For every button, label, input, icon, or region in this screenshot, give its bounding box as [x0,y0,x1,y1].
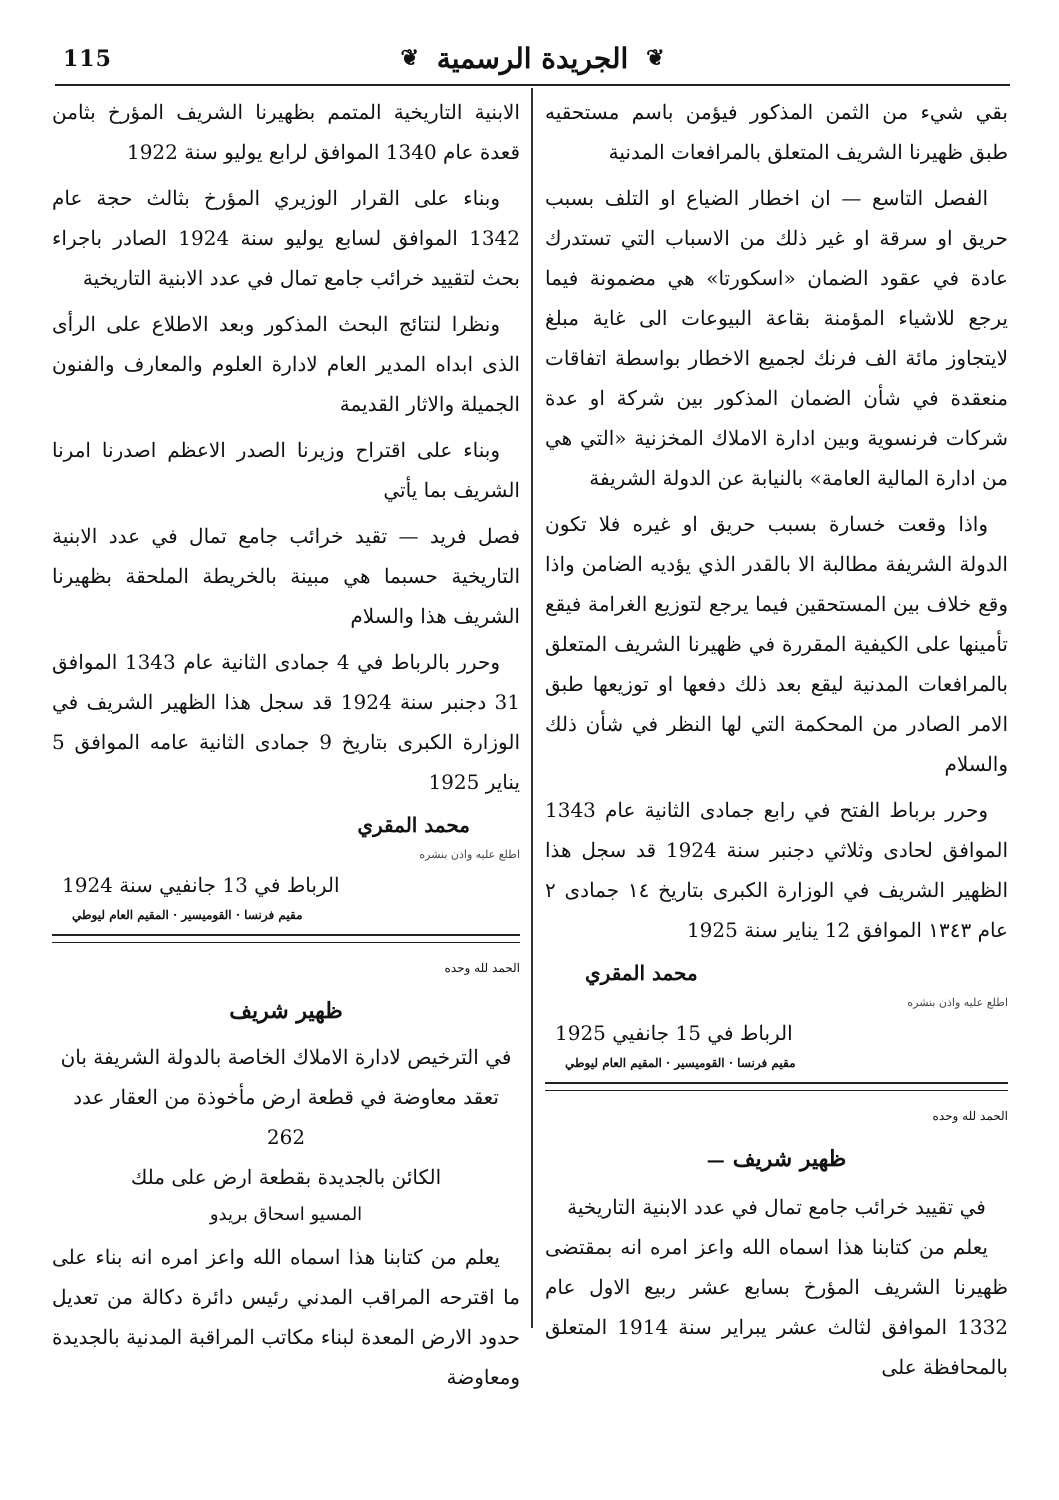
ornament-right-icon: ❦ [646,45,665,71]
paragraph: يعلم من كتابنا هذا اسماه الله واعز امره انه بناء على ما اقترحه المراقب المدني رئيس دائرة دكالة من تعديل حدود الارض المعدة لبناء مكاتب المراقبة المدنية بالجديدة ومعاوضة [52,1245,520,1389]
paragraph: واذا وقعت خسارة بسبب حريق او غيره فلا تكون الدولة الشريفة مطالبة الا بالقدر الذي يؤديه الضامن واذا وقع خلاف بين المستحقين فيما يرجع لتوزيع الغرامة فيقع تأمينها على الكيفية المقررة في ظهيرنا الشريف المتعلق بالمرافعات المدنية ليقع بعد ذلك دفعها او توزيعها طبق الامر الصادر من المحكمة التي لها النظر في شأن ذلك والسلام [545,512,1008,776]
decree-title-text: ظهير شريف [732,1146,847,1172]
paragraph: الابنية التاريخية المتمم بظهيرنا الشريف المؤرخ بثامن قعدة عام 1340 الموافق لرابع يوليو سنة 1922 [52,100,520,164]
paragraph: وحرر برباط الفتح في رابع جمادى الثانية عام 1343 الموافق لحادى وثلاثي دجنبر سنة 1924 قد سجل هذا الظهير الشريف في الوزارة الكبرى بتاريخ ١٤ جمادى ٢ عام ١٣٤٣ الموافق 12 يناير سنة 1925 [545,798,1008,942]
paragraph: ونظرا لنتائج البحث المذكور وبعد الاطلاع على الرأى الذى ابداه المدير العام لادارة العلوم والمعارف والفنون الجميلة والاثار القديمة [52,312,520,416]
certifier-line: مقيم فرنسا · القوميسير · المقيم العام ليوطي [565,1056,796,1070]
paragraph: فصل فريد — تقيد خرائب جامع تمال في عدد الابنية التاريخية حسبما هي مبينة بالخريطة الملحقة بظهيرنا الشريف هذا والسلام [52,524,520,628]
decree-subtitle: في تقييد خرائب جامع تمال في عدد الابنية التاريخية [567,1195,986,1219]
section-separator [52,934,520,943]
paragraph: يعلم من كتابنا هذا اسماه الله واعز امره انه بمقتضى ظهيرنا الشريف المؤرخ بسابع عشر ربيع الاول عام 1332 الموافق لثالث عشر يبراير سنة 1914 المتعلق بالمحافظة على [545,1235,1008,1379]
basmala: الحمد لله وحده [444,961,520,975]
ornament-left-icon: ❦ [400,45,419,71]
masthead-title: الجريدة الرسمية [436,42,629,75]
paragraph: وبناء على القرار الوزيري المؤرخ بثالث حجة عام 1342 الموافق لسابع يوليو سنة 1924 الصادر باجراء بحث لتقييد خرائب جامع تمال في عدد الابنية التاريخية [52,186,520,290]
masthead [55,42,1010,75]
decree-subtitle: في الترخيص لادارة الاملاك الخاصة بالدولة الشريفة بان تعقد معاوضة في قطعة ارض مأخوذة من العقار عدد 262 [60,1045,512,1149]
basmala: الحمد لله وحده [932,1109,1008,1123]
decree-subtitle: المسيو اسحاق بريدو [209,1204,363,1225]
approval-note: اطلع عليه واذن بنشره [907,996,1008,1009]
decree-subtitle: الكائن بالجديدة بقطعة ارض على ملك [130,1165,442,1189]
title-dash-icon: — [706,1150,725,1171]
certifier-line: مقيم فرنسا · القوميسير · المقيم العام ليوطي [72,908,303,922]
decree-title: ظهير شريف [229,998,343,1024]
paragraph: الفصل التاسع — ان اخطار الضياع او التلف بسبب حريق او سرقة او غير ذلك من الاسباب التي تستدرك عادة في عقود الضمان «اسكورتا» هي مضمونة فيما يرجع للاشياء المؤمنة بقاعة البيوعات الى غاية مبلغ لايتجاوز مائة الف فرنك لجميع الاخطار بواسطة اتفاقات منعقدة في شأن الضمان المذكور بين شركة او عدة شركات فرنسوية وبين ادارة الاملاك المخزنية «التي هي من ادارة المالية العامة» بالنيابة عن الدولة الشريفة [545,186,1008,490]
paragraph: بقي شيء من الثمن المذكور فيؤمن باسم مستحقيه طبق ظهيرنا الشريف المتعلق بالمرافعات المدنية [545,100,1008,164]
paragraph: وحرر بالرباط في 4 جمادى الثانية عام 1343 الموافق 31 دجنبر سنة 1924 قد سجل هذا الظهير الشريف في الوزارة الكبرى بتاريخ 9 جمادى الثانية عامه الموافق 5 يناير 1925 [52,650,520,794]
section-separator [545,1082,1008,1091]
left-column [52,92,520,1487]
column-divider [531,88,533,1328]
place-date: الرباط في 15 جانفيي 1925 [555,1021,793,1045]
place-date: الرباط في 13 جانفيي سنة 1924 [62,873,340,897]
signature: محمد المقري [357,813,470,837]
signature: محمد المقري [585,961,698,985]
decree-title [545,1137,1008,1183]
paragraph: وبناء على اقتراح وزيرنا الصدر الاعظم اصدرنا امرنا الشريف بما يأتي [52,438,520,502]
page-header [55,40,1010,86]
right-column [545,92,1008,1487]
page-number: 115 [63,46,112,72]
approval-note: اطلع عليه واذن بنشره [419,848,520,861]
